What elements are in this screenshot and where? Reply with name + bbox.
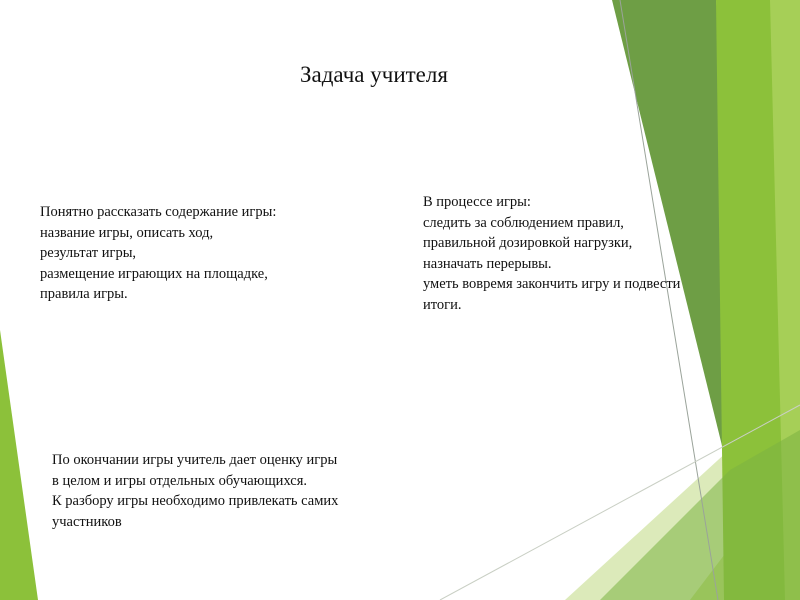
text-line: правильной дозировкой нагрузки, (423, 235, 633, 251)
text-line: результат игры, (40, 245, 137, 261)
text-line: По окончании игры учитель дает оценку игры (52, 452, 338, 468)
text-line: В процессе игры: (423, 194, 531, 210)
right-text-block (423, 192, 680, 315)
text-line: следить за соблюдением правил, (423, 214, 624, 231)
text-line: итоги. (423, 296, 462, 313)
text-line: Понятно рассказать содержание игры: (40, 204, 277, 220)
slide-title: Задача учителя (300, 62, 448, 87)
text-line: в целом и игры отдельных обучающихся. (52, 472, 308, 489)
left-text-block (40, 202, 276, 305)
text-line: уметь вовремя закончить игру и подвести (423, 276, 681, 292)
bottom-text-block (52, 450, 338, 532)
text-line: участников (52, 513, 122, 530)
lower-green-wedge (600, 430, 800, 600)
text-line: название игры, описать ход, (40, 224, 214, 241)
left-green-shard (0, 330, 38, 600)
text-line: правила игры. (40, 286, 128, 302)
text-line: назначать перерывы. (423, 255, 552, 272)
text-line: К разбору игры необходимо привлекать самих (52, 493, 339, 509)
text-line: размещение играющих на площадке, (40, 265, 268, 282)
